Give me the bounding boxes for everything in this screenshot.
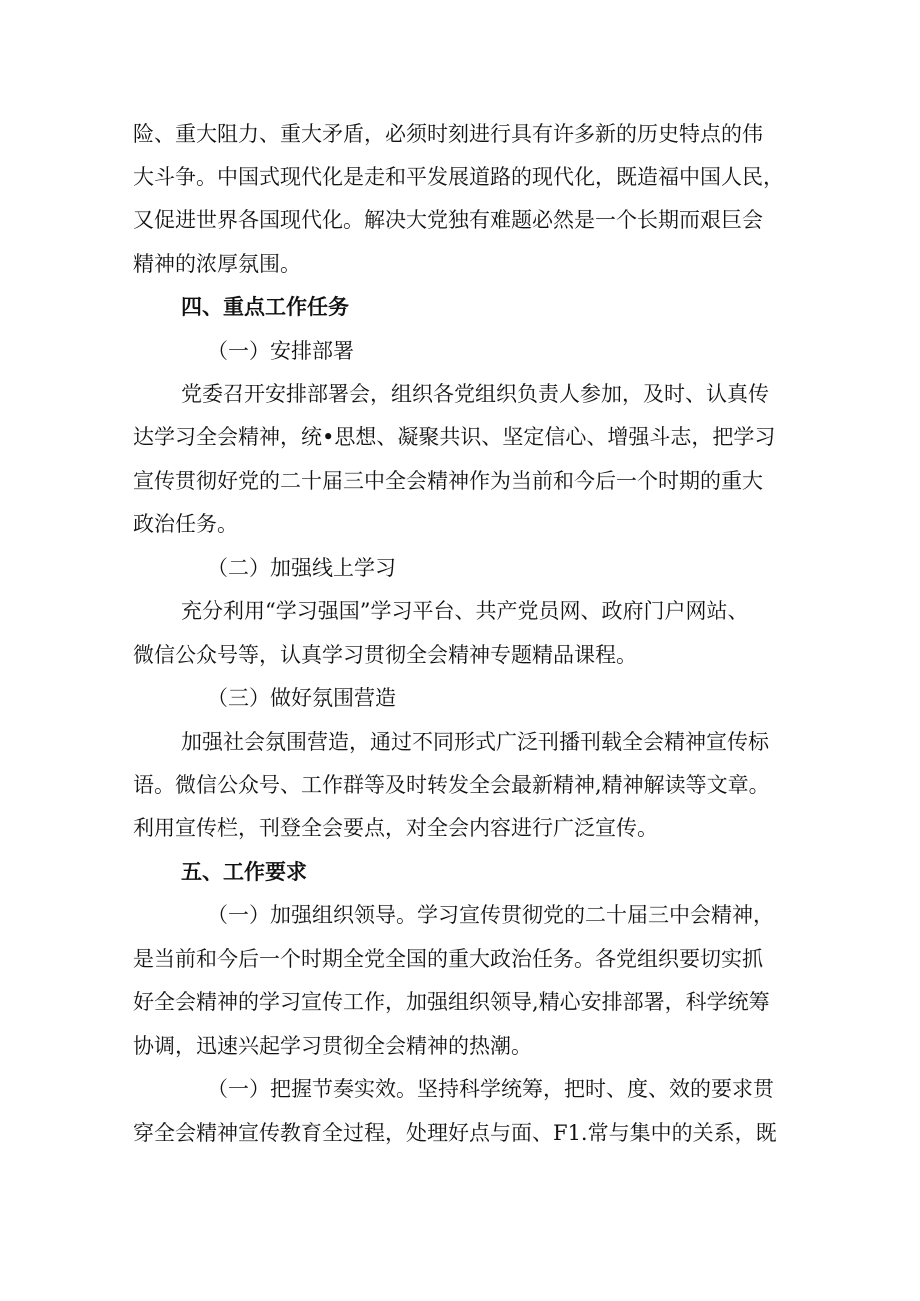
paragraph-line: 充分利用“学习强国”学习平台、共产党员网、政府门户网站、 bbox=[181, 599, 749, 623]
paragraph-line: 政治任务。 bbox=[133, 512, 238, 536]
paragraph-line: 又促进世界各国现代化。解决大党独有难题必然是一个长期而艰巨会 bbox=[133, 208, 763, 232]
paragraph-line: （一）把握节奏实效。坚持科学统筹，把时、度、效的要求贯 bbox=[207, 1077, 774, 1101]
paragraph-line: 好全会精神的学习宣传工作，加强组织领导,精心安排部署，科学统筹 bbox=[133, 990, 770, 1014]
paragraph-line: 宣传贯彻好党的二十届三中全会精神作为当前和今后一个时期的重大 bbox=[133, 469, 763, 493]
paragraph-line: 语。微信公众号、工作群等及时转发全会最新精神,精神解读等文章。 bbox=[133, 773, 770, 797]
paragraph-line: 穿全会精神宣传教育全过程，处理好点与面、F1.常与集中的关系，既 bbox=[133, 1121, 777, 1145]
paragraph-line: 微信公众号等，认真学习贯彻全会精神专题精品课程。 bbox=[133, 643, 637, 667]
paragraph-line: 协调，迅速兴起学习贯彻全会精神的热潮。 bbox=[133, 1034, 532, 1058]
paragraph-line: 利用宣传栏，刊登全会要点，对全会内容进行广泛宣传。 bbox=[133, 816, 658, 840]
section-heading-5: 五、工作要求 bbox=[181, 860, 307, 884]
paragraph-line: （一）加强组织领导。学习宣传贯彻党的二十届三中会精神， bbox=[207, 903, 774, 927]
paragraph-line: 加强社会氛围营造，通过不同形式广泛刊播刊载全会精神宣传标 bbox=[181, 730, 769, 754]
paragraph-line: 达学习全会精神，统•思想、凝聚共识、坚定信心、增强斗志，把学习 bbox=[133, 425, 776, 449]
subsection-heading: （三）做好氛围营造 bbox=[207, 686, 396, 710]
subsection-heading: （二）加强线上学习 bbox=[207, 556, 396, 580]
paragraph-line: 险、重大阻力、重大矛盾，必须时刻进行具有许多新的历史特点的伟 bbox=[133, 122, 763, 146]
paragraph-line: 大斗争。中国式现代化是走和平发展道路的现代化，既造福中国人民， bbox=[133, 165, 784, 189]
paragraph-line: 是当前和今后一个时期全党全国的重大政治任务。各党组织要切实抓 bbox=[133, 947, 763, 971]
subsection-heading: （一）安排部署 bbox=[207, 339, 354, 363]
section-heading-4: 四、重点工作任务 bbox=[181, 295, 349, 319]
paragraph-line: 党委召开安排部署会，组织各党组织负责人参加，及时、认真传 bbox=[181, 382, 769, 406]
paragraph-line: 精神的浓厚氛围。 bbox=[133, 252, 301, 276]
